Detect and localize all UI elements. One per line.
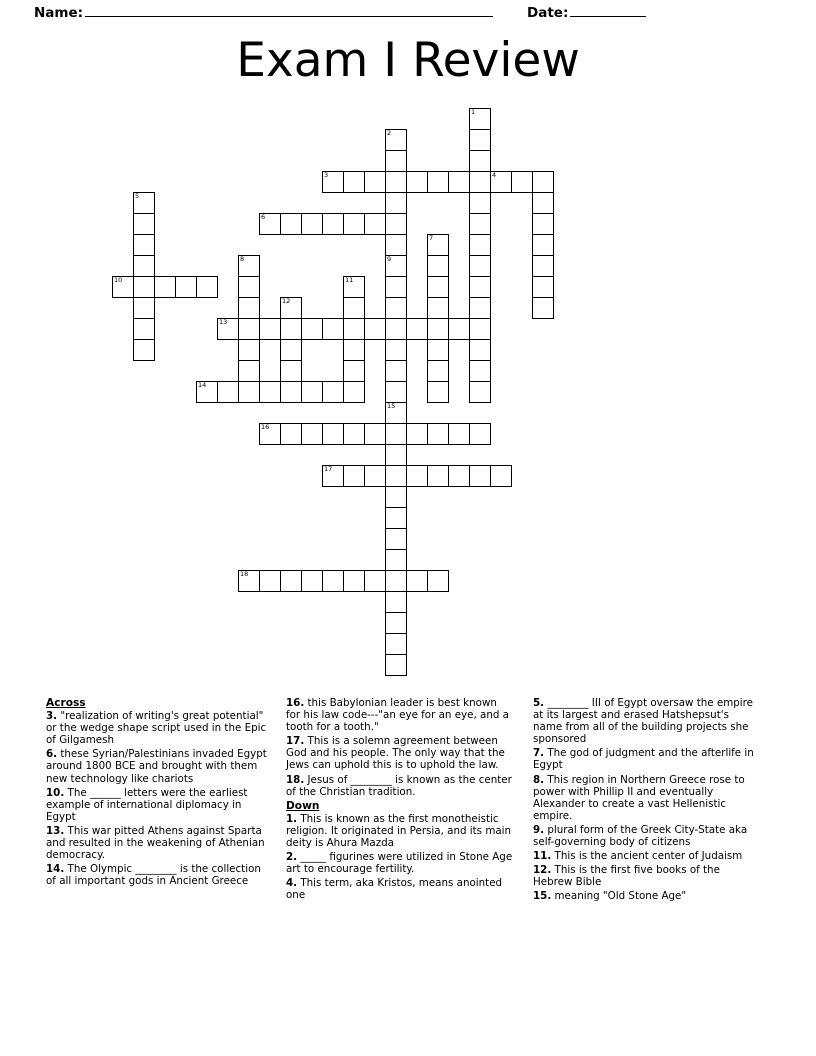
- crossword-cell[interactable]: [469, 255, 491, 277]
- crossword-cell[interactable]: [133, 213, 155, 235]
- clue-text: The ______ letters were the earliest example of international diplomacy in Egypt: [46, 786, 248, 823]
- crossword-cell[interactable]: [364, 570, 386, 592]
- clue-item: [533, 747, 761, 771]
- crossword-cell[interactable]: [280, 297, 302, 319]
- clue-text: "realization of writing's great potential" or the wedge shape script used in the Epic of Gilgamesh: [46, 710, 267, 747]
- crossword-cell[interactable]: [532, 171, 554, 193]
- crossword-cell[interactable]: [301, 213, 323, 235]
- date-field-group: [527, 5, 646, 21]
- crossword-cell[interactable]: [343, 318, 365, 340]
- across-heading: Across: [46, 697, 86, 709]
- crossword-cell[interactable]: [301, 381, 323, 403]
- clue-number: 7.: [533, 747, 545, 760]
- clue-item: [533, 697, 761, 745]
- cell-number: 13: [219, 318, 228, 326]
- crossword-cell[interactable]: [364, 318, 386, 340]
- crossword-cell[interactable]: [322, 171, 344, 193]
- crossword-cell[interactable]: [343, 276, 365, 298]
- crossword-cell[interactable]: [469, 234, 491, 256]
- clue-item: [46, 710, 274, 746]
- crossword-cell[interactable]: [469, 423, 491, 445]
- clue-text: This region in Northern Greece rose to power with Phillip II and eventually Alexander to create a vast Hellenistic empire.: [533, 773, 745, 822]
- clue-text: The Olympic ________ is the collection of all important gods in Ancient Greece: [46, 863, 261, 888]
- clue-item: [46, 787, 274, 823]
- cell-number: 15: [387, 402, 396, 410]
- clue-item: [46, 825, 274, 861]
- crossword-cell[interactable]: [385, 360, 407, 382]
- crossword-cell[interactable]: [427, 276, 449, 298]
- clue-number: 2.: [286, 851, 298, 864]
- clue-item: [286, 697, 514, 733]
- crossword-cell[interactable]: [112, 276, 134, 298]
- crossword-cell[interactable]: [385, 297, 407, 319]
- clue-item: [286, 813, 514, 849]
- crossword-cell[interactable]: [427, 234, 449, 256]
- crossword-cell[interactable]: [238, 276, 260, 298]
- crossword-cell[interactable]: [238, 297, 260, 319]
- crossword-cell[interactable]: [280, 570, 302, 592]
- crossword-cell[interactable]: [385, 318, 407, 340]
- cell-number: 10: [114, 276, 123, 284]
- clue-number: 13.: [46, 824, 65, 837]
- clue-number: 12.: [533, 864, 552, 877]
- cell-number: 17: [324, 465, 333, 473]
- crossword-cell[interactable]: [238, 339, 260, 361]
- clue-text: Jesus of ________ is known as the center of the Christian tradition.: [286, 773, 512, 798]
- clue-text: This war pitted Athens against Sparta and resulted in the weakening of Athenian democracy.: [46, 824, 265, 862]
- crossword-cell[interactable]: [385, 528, 407, 550]
- crossword-cell[interactable]: [385, 633, 407, 655]
- crossword-cell[interactable]: [238, 570, 260, 592]
- crossword-cell[interactable]: [511, 171, 533, 193]
- crossword-cell[interactable]: [133, 318, 155, 340]
- crossword-cell[interactable]: [259, 381, 281, 403]
- crossword-cell[interactable]: [469, 297, 491, 319]
- clues-column-3: [533, 697, 761, 905]
- crossword-cell[interactable]: [238, 318, 260, 340]
- crossword-cell[interactable]: [385, 591, 407, 613]
- name-label: Name:: [34, 5, 84, 21]
- crossword-cell[interactable]: [133, 276, 155, 298]
- crossword-cell[interactable]: [448, 423, 470, 445]
- clue-number: 4.: [286, 877, 298, 890]
- crossword-cell[interactable]: [259, 423, 281, 445]
- crossword-cell[interactable]: [427, 381, 449, 403]
- clue-text: This is a solemn agreement between God and his people. The only way that the Jews can uphold this is to uphold the law.: [286, 735, 505, 772]
- clue-number: 17.: [286, 735, 305, 748]
- crossword-cell[interactable]: [343, 171, 365, 193]
- crossword-cell[interactable]: [385, 570, 407, 592]
- clue-text: meaning "Old Stone Age": [551, 890, 687, 903]
- name-field-group: [34, 5, 493, 21]
- crossword-cell[interactable]: [343, 360, 365, 382]
- clue-item: [533, 774, 761, 822]
- clue-item: [286, 877, 514, 901]
- crossword-cell[interactable]: [448, 318, 470, 340]
- crossword-cell[interactable]: [343, 339, 365, 361]
- crossword-cell[interactable]: [385, 402, 407, 424]
- cell-number: 2: [387, 129, 392, 137]
- page-title: Exam I Review: [236, 33, 580, 88]
- crossword-cell[interactable]: [280, 213, 302, 235]
- crossword-cell[interactable]: [343, 570, 365, 592]
- crossword-cell[interactable]: [385, 423, 407, 445]
- crossword-cell[interactable]: [217, 318, 239, 340]
- crossword-cell[interactable]: [259, 318, 281, 340]
- crossword-cell[interactable]: [532, 234, 554, 256]
- crossword-cell[interactable]: [490, 465, 512, 487]
- crossword-cell[interactable]: [490, 171, 512, 193]
- clue-text: The god of judgment and the afterlife in Egypt: [533, 747, 754, 772]
- clues-column-1: [46, 697, 274, 889]
- crossword-cell[interactable]: [427, 297, 449, 319]
- clue-text: This term, aka Kristos, means anointed one: [286, 877, 503, 902]
- clue-item: [533, 890, 761, 902]
- crossword-cell[interactable]: [427, 570, 449, 592]
- clue-text: This is the first five books of the Hebrew Bible: [533, 864, 720, 889]
- clue-item: [46, 863, 274, 887]
- crossword-cell[interactable]: [385, 507, 407, 529]
- crossword-cell[interactable]: [280, 423, 302, 445]
- crossword-grid[interactable]: [0, 108, 816, 698]
- crossword-cell[interactable]: [343, 213, 365, 235]
- cell-number: 4: [492, 171, 497, 179]
- crossword-cell[interactable]: [469, 108, 491, 130]
- crossword-cell[interactable]: [343, 297, 365, 319]
- crossword-cell[interactable]: [385, 213, 407, 235]
- crossword-cell[interactable]: [469, 339, 491, 361]
- clues-section: [46, 697, 776, 967]
- clue-text: these Syrian/Palestinians invaded Egypt around 1800 BCE and brought with them new technology like chariots: [46, 748, 267, 785]
- crossword-cell[interactable]: [322, 465, 344, 487]
- worksheet-header: [34, 0, 782, 26]
- clue-text: this Babylonian leader is best known for his law code---"an eye for an eye, and a tooth for a tooth.": [286, 697, 509, 734]
- crossword-cell[interactable]: [385, 234, 407, 256]
- crossword-cell[interactable]: [532, 276, 554, 298]
- crossword-cell[interactable]: [280, 339, 302, 361]
- crossword-cell[interactable]: [469, 465, 491, 487]
- crossword-cell[interactable]: [259, 213, 281, 235]
- crossword-cell[interactable]: [259, 570, 281, 592]
- crossword-cell[interactable]: [427, 360, 449, 382]
- crossword-cell[interactable]: [301, 423, 323, 445]
- clue-number: 14.: [46, 863, 65, 876]
- crossword-cell[interactable]: [406, 318, 428, 340]
- crossword-cell[interactable]: [469, 381, 491, 403]
- crossword-cell[interactable]: [385, 171, 407, 193]
- cell-number: 11: [345, 276, 354, 284]
- crossword-cell[interactable]: [385, 129, 407, 151]
- clue-number: 6.: [46, 748, 58, 761]
- crossword-cell[interactable]: [385, 486, 407, 508]
- crossword-cell[interactable]: [301, 318, 323, 340]
- crossword-cell[interactable]: [385, 654, 407, 676]
- crossword-cell[interactable]: [364, 213, 386, 235]
- crossword-cell[interactable]: [133, 297, 155, 319]
- crossword-cell[interactable]: [448, 171, 470, 193]
- crossword-cell[interactable]: [154, 276, 176, 298]
- crossword-cell[interactable]: [301, 570, 323, 592]
- crossword-cell[interactable]: [427, 318, 449, 340]
- cell-number: 14: [198, 381, 207, 389]
- crossword-cell[interactable]: [217, 381, 239, 403]
- cell-number: 8: [240, 255, 245, 263]
- crossword-cell[interactable]: [364, 465, 386, 487]
- clue-number: 5.: [533, 697, 545, 709]
- crossword-cell[interactable]: [196, 276, 218, 298]
- crossword-cell[interactable]: [448, 465, 470, 487]
- crossword-cell[interactable]: [427, 465, 449, 487]
- clue-number: 11.: [533, 850, 552, 863]
- crossword-cell[interactable]: [469, 129, 491, 151]
- crossword-cell[interactable]: [133, 192, 155, 214]
- crossword-cell[interactable]: [343, 381, 365, 403]
- crossword-cell[interactable]: [385, 255, 407, 277]
- crossword-cell[interactable]: [427, 339, 449, 361]
- date-write-line[interactable]: [570, 5, 646, 17]
- crossword-cell[interactable]: [133, 255, 155, 277]
- crossword-cell[interactable]: [280, 360, 302, 382]
- clue-text: ________ III of Egypt oversaw the empire at its largest and erased Hatshepsut's name from all of the building projects she sponsored: [533, 697, 753, 746]
- cell-number: 9: [387, 255, 392, 263]
- crossword-cell[interactable]: [175, 276, 197, 298]
- crossword-cell[interactable]: [343, 465, 365, 487]
- crossword-cell[interactable]: [385, 150, 407, 172]
- cell-number: 3: [324, 171, 329, 179]
- clue-number: 15.: [533, 890, 552, 903]
- crossword-cell[interactable]: [469, 360, 491, 382]
- crossword-cell[interactable]: [532, 255, 554, 277]
- crossword-cell[interactable]: [469, 171, 491, 193]
- crossword-cell[interactable]: [532, 213, 554, 235]
- clue-item: [286, 774, 514, 798]
- clue-text: This is the ancient center of Judaism: [551, 850, 743, 863]
- crossword-cell[interactable]: [469, 192, 491, 214]
- crossword-cell[interactable]: [385, 276, 407, 298]
- crossword-cell[interactable]: [385, 465, 407, 487]
- crossword-cell[interactable]: [469, 150, 491, 172]
- crossword-cell[interactable]: [133, 339, 155, 361]
- cell-number: 18: [240, 570, 249, 578]
- crossword-cell[interactable]: [406, 570, 428, 592]
- clue-number: 3.: [46, 710, 58, 723]
- crossword-cell[interactable]: [322, 318, 344, 340]
- crossword-cell[interactable]: [238, 255, 260, 277]
- crossword-cell[interactable]: [196, 381, 218, 403]
- cell-number: 16: [261, 423, 270, 431]
- crossword-cell[interactable]: [427, 255, 449, 277]
- crossword-cell[interactable]: [322, 213, 344, 235]
- clue-number: 8.: [533, 773, 545, 786]
- crossword-cell[interactable]: [385, 444, 407, 466]
- crossword-cell[interactable]: [532, 297, 554, 319]
- crossword-cell[interactable]: [385, 381, 407, 403]
- clue-item: [533, 864, 761, 888]
- clue-number: 9.: [533, 823, 545, 836]
- crossword-cell[interactable]: [469, 318, 491, 340]
- cell-number: 6: [261, 213, 266, 221]
- down-heading: Down: [286, 799, 320, 812]
- crossword-cell[interactable]: [469, 213, 491, 235]
- clue-text: This is known as the first monotheistic religion. It originated in Persia, and its main deity is Ahura Mazda: [286, 812, 512, 850]
- crossword-cell[interactable]: [385, 612, 407, 634]
- clue-text: _____ figurines were utilized in Stone Age art to encourage fertility.: [286, 851, 513, 876]
- crossword-cell[interactable]: [238, 360, 260, 382]
- crossword-cell[interactable]: [364, 423, 386, 445]
- crossword-cell[interactable]: [385, 192, 407, 214]
- crossword-cell[interactable]: [385, 339, 407, 361]
- clue-number: 18.: [286, 773, 305, 786]
- crossword-cell[interactable]: [469, 276, 491, 298]
- crossword-cell[interactable]: [532, 192, 554, 214]
- cell-number: 5: [135, 192, 140, 200]
- crossword-cell[interactable]: [133, 234, 155, 256]
- crossword-cell[interactable]: [322, 423, 344, 445]
- date-label: Date:: [527, 5, 569, 21]
- crossword-cell[interactable]: [238, 381, 260, 403]
- crossword-cell[interactable]: [406, 171, 428, 193]
- crossword-cell[interactable]: [406, 423, 428, 445]
- clue-item: [286, 735, 514, 771]
- clue-item: [533, 850, 761, 862]
- crossword-cell[interactable]: [280, 318, 302, 340]
- cell-number: 1: [471, 108, 476, 116]
- crossword-cell[interactable]: [385, 549, 407, 571]
- clue-item: [533, 824, 761, 848]
- cell-number: 7: [429, 234, 434, 242]
- crossword-cell[interactable]: [427, 423, 449, 445]
- crossword-cell[interactable]: [427, 171, 449, 193]
- clue-number: 1.: [286, 812, 298, 825]
- crossword-cell[interactable]: [406, 465, 428, 487]
- crossword-cell[interactable]: [343, 423, 365, 445]
- crossword-cell[interactable]: [322, 570, 344, 592]
- cell-number: 12: [282, 297, 291, 305]
- clue-item: [46, 748, 274, 784]
- clue-text: plural form of the Greek City-State aka self-governing body of citizens: [533, 823, 748, 849]
- clue-number: 10.: [46, 786, 65, 799]
- clues-column-2: [286, 697, 514, 904]
- clue-item: [286, 851, 514, 875]
- crossword-cell[interactable]: [322, 381, 344, 403]
- crossword-cell[interactable]: [280, 381, 302, 403]
- name-write-line[interactable]: [85, 5, 493, 17]
- crossword-cell[interactable]: [364, 171, 386, 193]
- clue-number: 16.: [286, 697, 305, 709]
